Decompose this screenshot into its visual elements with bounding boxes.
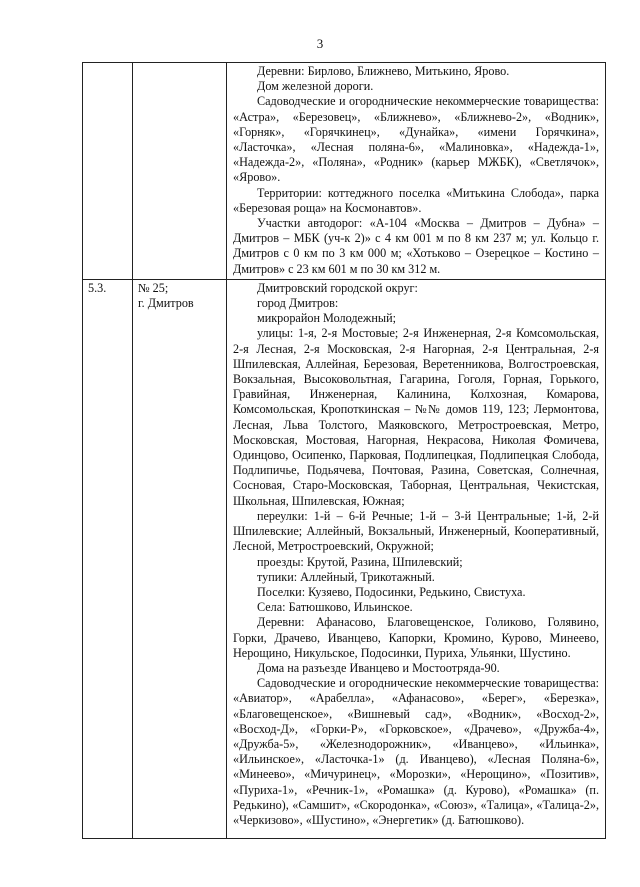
row-number-cell: 5.3.: [83, 279, 133, 838]
district-name-line: № 25;: [138, 280, 169, 295]
territory-paragraph: улицы: 1-я, 2-я Мостовые; 2-я Инженерная, 2-я Комсомольская, 2-я Лесная, 2-я Московская, 2-я Нагорная, 2-я Центральная, 2-я Шпилевская, Аллейная, Березовая, Веретенникова, Волгостроевская, Вокзальная, Высоковольтная, Гагарина, Гоголя, Горная, Горького, Гравийная, Инженерная, Калинина, Колхозная, Комарова, Комсомольская, Кропоткинская – №№ домов 119, 123; Лермонтова, Лесная, Льва Толстого, Маяковского, Метростроевская, Метро, Московская, Мостовая, Нагорная, Некрасова, Николая Фомичева, Одинцово, Осипенко, Парковая, Подлипецкая, Подлипецкая Слобода, Подлипичье, Подьячева, Почтовая, Разина, Советская, Солнечная, Сосновая, Старо-Московская, Таборная, Центральная, Чекистская, Школьная, Шпилевская, Южная;: [233, 326, 599, 508]
district-name-line: г. Дмитров: [138, 296, 194, 311]
territory-paragraph: микрорайон Молодежный;: [257, 311, 396, 326]
page-number: 3: [316, 36, 324, 51]
territory-paragraph: Дом железной дороги.: [257, 79, 374, 94]
table-row: [83, 63, 606, 280]
territory-paragraph: переулки: 1-й – 6-й Речные; 1-й – 3-й Центральные; 1-й, 2-й Шпилевские; Аллейный, Вокзальный, Инженерный, Кооперативный, Лесной, Метростроевский, Окружной;: [233, 508, 599, 554]
territory-paragraph: Дома на разъезде Иванцево и Мостоотряда-90.: [257, 660, 500, 675]
territory-paragraph: тупики: Аллейный, Трикотажный.: [257, 569, 435, 584]
territory-paragraph: Села: Батюшково, Ильинское.: [257, 600, 413, 615]
table-row: [83, 279, 606, 838]
territory-cell: [227, 63, 606, 280]
territory-paragraph: Участки автодорог: «А-104 «Москва – Дмитров – Дубна» – Дмитров – МБК (уч-к 2)» с 4 км 001 м по 8 км 237 м; ул. Кольцо г. Дмитров с 0 км по 3 км 000 м; «Хотьково – Озерецкое – Костино – Дмитров» с 23 км 601 м по 30 км 312 м.: [233, 216, 599, 276]
territory-cell: [227, 279, 606, 838]
territory-paragraph: город Дмитров:: [257, 296, 339, 311]
territory-paragraph: Дмитровский городской округ:: [257, 280, 418, 295]
territory-paragraph: Деревни: Афанасово, Благовещенское, Голиково, Голявино, Горки, Драчево, Иванцево, Капорки, Кромино, Курово, Минеево, Нерощино, Никульское, Подосинки, Пуриха, Ульянки, Шустино.: [233, 615, 599, 660]
districts-table: [82, 62, 606, 839]
territory-paragraph: проезды: Крутой, Разина, Шпилевский;: [257, 554, 463, 569]
territory-paragraph: Поселки: Кузяево, Подосинки, Редькино, Свистуха.: [257, 584, 526, 599]
territory-paragraph: Деревни: Бирлово, Ближнево, Митькино, Ярово.: [257, 64, 510, 78]
territory-paragraph: Садоводческие и огороднические некоммерческие товарищества: «Авиатор», «Арабелла», «Афанасово», «Берег», «Березка», «Благовещенское», «Вишневый сад», «Водник», «Восход-2», «Восход-Д», «Горки-Р», «Горковское», «Драчево», «Дружба-4», «Дружба-5», «Железнодорожник», «Иванцево», «Ильинка», «Ильинское», «Ласточка-1» (д. Иванцево), «Лесная Поляна-6», «Минеево», «Мичуринец», «Морозки», «Нерощино», «Позитив», «Пуриха-1», «Речник-1», «Ромашка» (д. Курово), «Ромашка» (п. Редькино), «Самшит», «Скородонка», «Союз», «Талица», «Талица-2», «Черкизово», «Шустино», «Энергетик» (д. Батюшково).: [233, 676, 599, 827]
territory-paragraph: Садоводческие и огороднические некоммерческие товарищества: «Астра», «Березовец», «Ближнево», «Ближнево-2», «Водник», «Горняк», «Горячкинец», «Дунайка», «имени Горячкина», «Ласточка», «Лесная поляна-6», «Малиновка», «Надежда-1», «Надежда-2», «Поляна», «Родник» (карьер МЖБК), «Светлячок», «Ярово».: [233, 94, 599, 185]
territory-paragraph: Территории: коттеджного поселка «Митькина Слобода», парка «Березовая роща» на Космонавтов».: [233, 185, 599, 215]
row-number-cell: [83, 63, 133, 280]
district-name-cell: [133, 63, 227, 280]
district-name-cell: [133, 279, 227, 838]
